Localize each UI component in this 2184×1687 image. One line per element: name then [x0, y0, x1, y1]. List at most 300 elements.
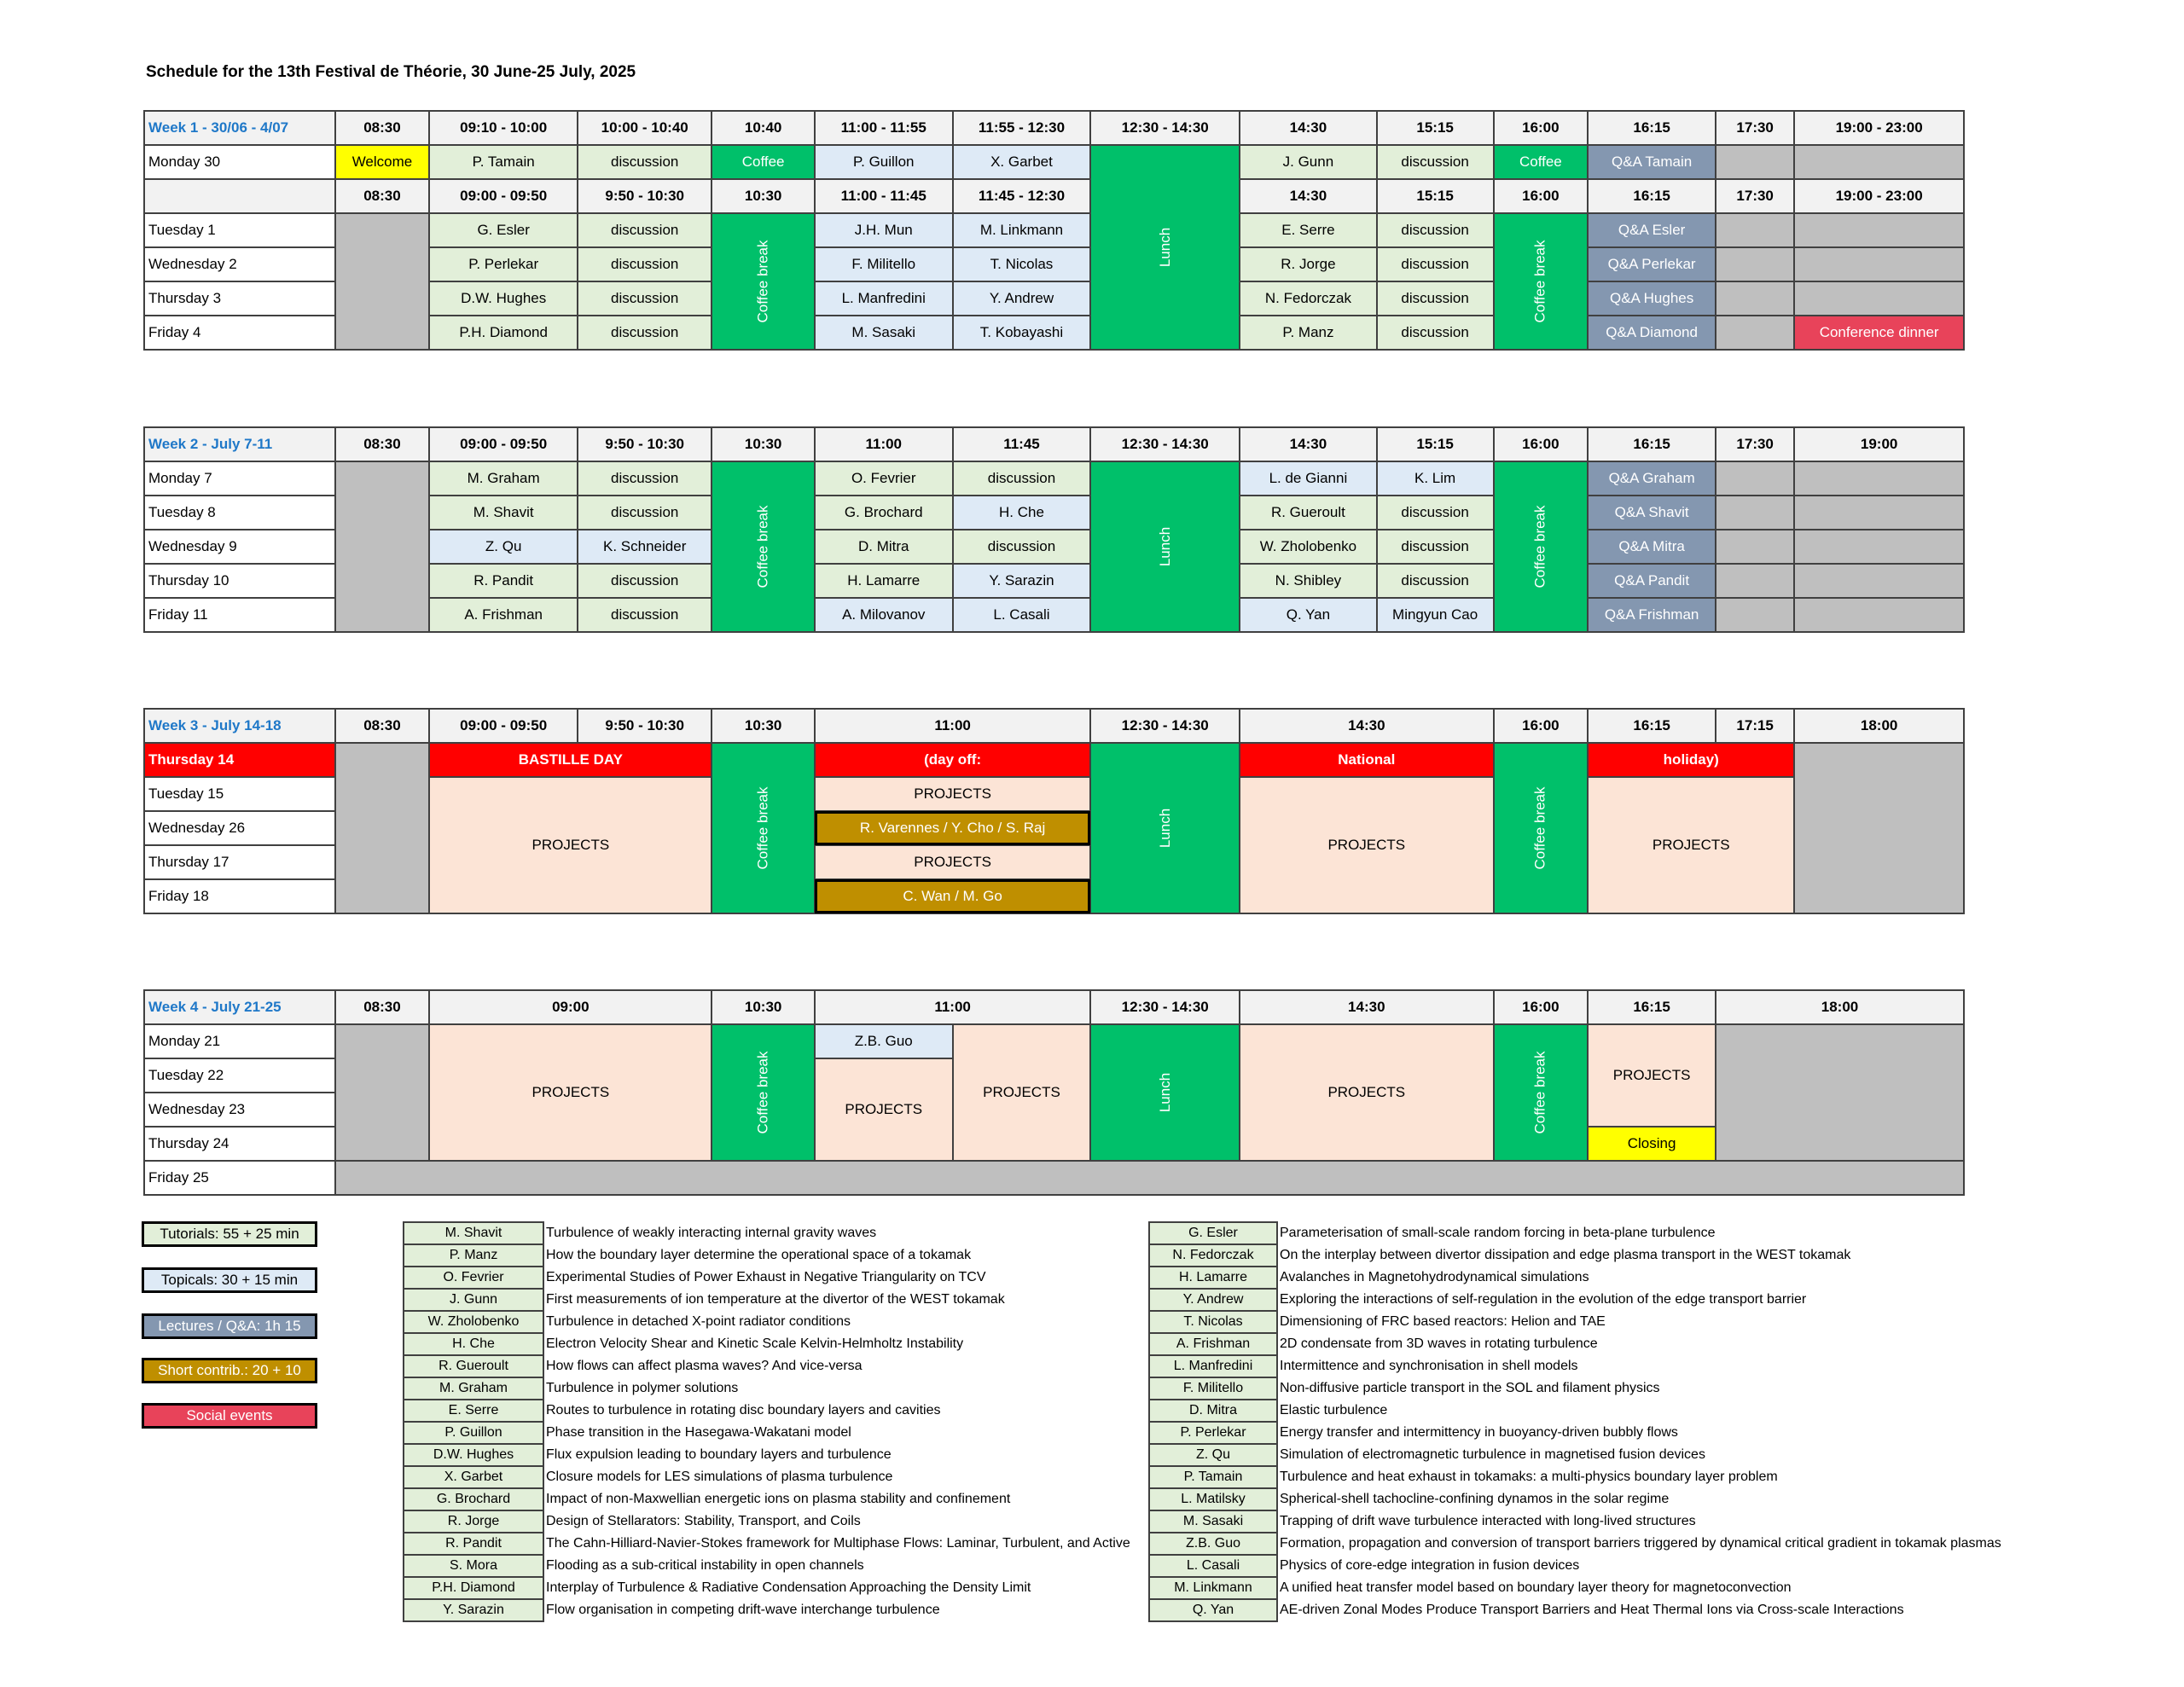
- empty-cell: [1716, 564, 1794, 598]
- time-header: 16:15: [1588, 111, 1716, 145]
- discussion-cell: discussion: [1377, 247, 1494, 281]
- lunch-label: Lunch: [1156, 808, 1173, 849]
- talk-row: [1149, 1488, 2036, 1510]
- time-header: 16:15: [1588, 990, 1716, 1024]
- talk-row: [1149, 1510, 2036, 1533]
- talk-title: Intermittence and synchronisation in shell models: [1280, 1359, 1578, 1373]
- holiday-cell: (day off:: [815, 743, 1090, 777]
- talk-title: Phase transition in the Hasegawa-Wakatani model: [546, 1425, 851, 1440]
- time-header: 08:30: [335, 111, 430, 145]
- talk-row: [1149, 1577, 2036, 1599]
- talk-row: [1149, 1533, 2036, 1555]
- day-label: Thursday 24: [144, 1127, 335, 1161]
- day-label: Tuesday 8: [144, 496, 335, 530]
- time-header: 9:50 - 10:30: [578, 427, 712, 461]
- talk-row: [404, 1333, 1146, 1355]
- talk-title: Flooding as a sub-critical instability in open channels: [546, 1558, 864, 1573]
- speaker-name: R. Jorge: [404, 1510, 543, 1533]
- coffee-break-label: Coffee break: [1531, 786, 1548, 870]
- discussion-cell: discussion: [578, 564, 712, 598]
- time-header: 17:30: [1716, 111, 1794, 145]
- projects-cell: PROJECTS: [815, 1058, 953, 1161]
- coffee-break-cell: [1494, 1024, 1589, 1161]
- time-header: 16:00: [1494, 990, 1589, 1024]
- speaker-name: R. Gueroult: [404, 1355, 543, 1377]
- empty-cell: [335, 1161, 1964, 1195]
- talk-title: Interplay of Turbulence & Radiative Condensation Approaching the Density Limit: [546, 1580, 1031, 1595]
- talk-cell: L. de Gianni: [1240, 461, 1377, 496]
- time-header: 10:30: [712, 709, 814, 743]
- talk-title: AE-driven Zonal Modes Produce Transport Barriers and Heat Thermal Ions via Cross-scale Interactions: [1280, 1603, 1904, 1617]
- legend-topicals: Topicals: 30 + 15 min: [142, 1267, 317, 1293]
- time-header: 11:00: [815, 709, 1090, 743]
- time-header: 11:55 - 12:30: [953, 111, 1091, 145]
- speaker-name: Y. Sarazin: [404, 1599, 543, 1621]
- day-label: Wednesday 26: [144, 811, 335, 845]
- discussion-cell: discussion: [1377, 496, 1494, 530]
- speaker-name: J. Gunn: [404, 1289, 543, 1311]
- week-label: Week 4 - July 21-25: [144, 990, 335, 1024]
- speaker-name: Q. Yan: [1149, 1599, 1277, 1621]
- time-header: 16:00: [1494, 111, 1589, 145]
- time-header: 15:15: [1377, 179, 1494, 213]
- speaker-name: M. Linkmann: [1149, 1577, 1277, 1599]
- talk-row: [404, 1267, 1146, 1289]
- day-label: Tuesday 15: [144, 777, 335, 811]
- talk-row: [1149, 1555, 2036, 1577]
- time-header: 08:30: [335, 427, 430, 461]
- day-row: [144, 461, 1964, 496]
- time-header: 09:00 - 09:50: [429, 709, 578, 743]
- qa-cell: Q&A Tamain: [1588, 145, 1716, 179]
- time-header: 09:00 - 09:50: [429, 179, 578, 213]
- qa-cell: Q&A Shavit: [1588, 496, 1716, 530]
- day-label: Thursday 14: [144, 743, 335, 777]
- discussion-cell: discussion: [1377, 530, 1494, 564]
- talk-title: Routes to turbulence in rotating disc boundary layers and cavities: [546, 1403, 941, 1417]
- empty-cell: [1794, 496, 1964, 530]
- speaker-name: A. Frishman: [1149, 1333, 1277, 1355]
- time-header: 19:00 - 23:00: [1794, 111, 1964, 145]
- day-label: Wednesday 2: [144, 247, 335, 281]
- day-label: Wednesday 23: [144, 1093, 335, 1127]
- empty-cell: [1716, 316, 1794, 350]
- qa-cell: Q&A Mitra: [1588, 530, 1716, 564]
- day-label: Monday 7: [144, 461, 335, 496]
- empty-cell: [335, 461, 430, 632]
- talk-cell: N. Fedorczak: [1240, 281, 1377, 316]
- talk-title: Non-diffusive particle transport in the SOL and filament physics: [1280, 1381, 1660, 1395]
- talk-row: [404, 1355, 1146, 1377]
- time-header: 16:00: [1494, 709, 1589, 743]
- discussion-cell: discussion: [578, 496, 712, 530]
- time-header: 09:10 - 10:00: [429, 111, 578, 145]
- coffee-break-cell: [712, 461, 814, 632]
- empty-cell: [1794, 530, 1964, 564]
- time-header: 19:00: [1794, 427, 1964, 461]
- time-header: 08:30: [335, 990, 430, 1024]
- talk-cell: P. Perlekar: [429, 247, 578, 281]
- empty-cell: [335, 743, 430, 913]
- time-header: 18:00: [1716, 990, 1964, 1024]
- talk-title: Turbulence in polymer solutions: [546, 1381, 739, 1395]
- projects-cell: PROJECTS: [429, 777, 712, 913]
- talk-row: [1149, 1466, 2036, 1488]
- empty-cell: [1716, 213, 1794, 247]
- empty-cell: [1794, 598, 1964, 632]
- talk-title: Avalanches in Magnetohydrodynamical simulations: [1280, 1270, 1589, 1284]
- speaker-name: R. Pandit: [404, 1533, 543, 1555]
- projects-cell: PROJECTS: [1240, 777, 1493, 913]
- talk-cell: L. Manfredini: [815, 281, 953, 316]
- talk-cell: F. Militello: [815, 247, 953, 281]
- talk-cell: A. Frishman: [429, 598, 578, 632]
- talk-title: Closure models for LES simulations of plasma turbulence: [546, 1470, 893, 1484]
- time-header: 12:30 - 14:30: [1090, 427, 1240, 461]
- speaker-name: Z. Qu: [1149, 1444, 1277, 1466]
- talk-cell: D.W. Hughes: [429, 281, 578, 316]
- talk-title: 2D condensate from 3D waves in rotating turbulence: [1280, 1336, 1598, 1351]
- time-header: 17:30: [1716, 427, 1794, 461]
- talk-cell: R. Jorge: [1240, 247, 1377, 281]
- empty-cell: [1716, 598, 1794, 632]
- talk-row: [404, 1510, 1146, 1533]
- speaker-name: P. Guillon: [404, 1422, 543, 1444]
- speaker-name: D.W. Hughes: [404, 1444, 543, 1466]
- time-header: 14:30: [1240, 179, 1377, 213]
- time-header: 16:15: [1588, 709, 1716, 743]
- time-header: 14:30: [1240, 111, 1377, 145]
- talk-row: [1149, 1355, 2036, 1377]
- talk-title: Energy transfer and intermittency in buoyancy-driven bubbly flows: [1280, 1425, 1678, 1440]
- talk-cell: R. Gueroult: [1240, 496, 1377, 530]
- talk-cell: Y. Sarazin: [953, 564, 1091, 598]
- empty-cell: [1716, 247, 1794, 281]
- speaker-name: D. Mitra: [1149, 1400, 1277, 1422]
- speaker-name: F. Militello: [1149, 1377, 1277, 1400]
- empty-cell: [1794, 281, 1964, 316]
- time-header: 08:30: [335, 709, 430, 743]
- talk-title: Parameterisation of small-scale random forcing in beta-plane turbulence: [1280, 1226, 1716, 1240]
- empty-cell: [335, 1024, 430, 1161]
- speaker-name: M. Sasaki: [1149, 1510, 1277, 1533]
- talk-row: [404, 1466, 1146, 1488]
- talk-title: On the interplay between divertor dissipation and edge plasma transport in the WEST tokamak: [1280, 1248, 1851, 1262]
- talk-cell: N. Shibley: [1240, 564, 1377, 598]
- talk-title: Design of Stellarators: Stability, Transport, and Coils: [546, 1514, 861, 1528]
- talk-row: [1149, 1400, 2036, 1422]
- day-row: [144, 743, 1964, 777]
- empty-cell: [1794, 743, 1964, 913]
- talk-row: [404, 1400, 1146, 1422]
- day-label: Wednesday 9: [144, 530, 335, 564]
- time-header: 14:30: [1240, 709, 1493, 743]
- talk-cell: M. Graham: [429, 461, 578, 496]
- talk-cell: T. Nicolas: [953, 247, 1091, 281]
- talk-title: Dimensioning of FRC based reactors: Helion and TAE: [1280, 1314, 1606, 1329]
- empty-cell: [335, 213, 430, 350]
- talk-cell: P. Guillon: [815, 145, 953, 179]
- time-header: 10:30: [712, 427, 814, 461]
- talk-cell: Mingyun Cao: [1377, 598, 1494, 632]
- talk-cell: A. Milovanov: [815, 598, 953, 632]
- time-header: 11:45 - 12:30: [953, 179, 1091, 213]
- time-header: 17:30: [1716, 179, 1794, 213]
- speaker-name: M. Graham: [404, 1377, 543, 1400]
- day-label: Monday 30: [144, 145, 335, 179]
- talk-cell: Y. Andrew: [953, 281, 1091, 316]
- talk-cell: P. Manz: [1240, 316, 1377, 350]
- projects-cell: PROJECTS: [1588, 777, 1794, 913]
- talk-cell: W. Zholobenko: [1240, 530, 1377, 564]
- lunch-cell: [1090, 145, 1240, 350]
- coffee-break-label: Coffee break: [754, 240, 771, 323]
- coffee-break-label: Coffee break: [1531, 1051, 1548, 1134]
- speaker-name: Y. Andrew: [1149, 1289, 1277, 1311]
- talk-row: [404, 1488, 1146, 1510]
- speaker-name: L. Manfredini: [1149, 1355, 1277, 1377]
- talk-title: First measurements of ion temperature at the divertor of the WEST tokamak: [546, 1292, 1005, 1307]
- empty-header: [144, 179, 335, 213]
- week2-table: [143, 426, 1965, 633]
- empty-cell: [1794, 213, 1964, 247]
- speaker-name: H. Che: [404, 1333, 543, 1355]
- day-row: [144, 1024, 1964, 1058]
- talk-cell: J. Gunn: [1240, 145, 1377, 179]
- talks-left: [403, 1221, 1147, 1622]
- empty-cell: [1794, 145, 1964, 179]
- time-header: 09:00 - 09:50: [429, 427, 578, 461]
- talk-title: A unified heat transfer model based on boundary layer theory for magnetoconvection: [1280, 1580, 1792, 1595]
- talk-row: [404, 1599, 1146, 1621]
- week4-header-row: [144, 990, 1964, 1024]
- legend-short-contrib: Short contrib.: 20 + 10: [142, 1358, 317, 1383]
- holiday-cell: holiday): [1588, 743, 1794, 777]
- time-header: 15:15: [1377, 427, 1494, 461]
- coffee-break-cell: [712, 1024, 814, 1161]
- coffee-break-cell: [712, 743, 814, 913]
- speaker-name: P. Tamain: [1149, 1466, 1277, 1488]
- time-header: 09:00: [429, 990, 712, 1024]
- empty-cell: [1794, 247, 1964, 281]
- day-label: Thursday 17: [144, 845, 335, 879]
- talk-cell: M. Linkmann: [953, 213, 1091, 247]
- talk-cell: G. Brochard: [815, 496, 953, 530]
- coffee-break-cell: [712, 213, 814, 350]
- qa-cell: Q&A Perlekar: [1588, 247, 1716, 281]
- week1-header-row: [144, 111, 1964, 145]
- discussion-cell: discussion: [1377, 564, 1494, 598]
- time-header: 12:30 - 14:30: [1090, 709, 1240, 743]
- talk-row: [404, 1289, 1146, 1311]
- qa-cell: Q&A Pandit: [1588, 564, 1716, 598]
- speaker-name: T. Nicolas: [1149, 1311, 1277, 1333]
- coffee-cell: Coffee: [1494, 145, 1589, 179]
- discussion-cell: discussion: [1377, 213, 1494, 247]
- time-header: 08:30: [335, 179, 430, 213]
- time-header: 16:15: [1588, 427, 1716, 461]
- empty-cell: [1794, 564, 1964, 598]
- talk-title: Turbulence in detached X-point radiator conditions: [546, 1314, 851, 1329]
- talk-cell: P.H. Diamond: [429, 316, 578, 350]
- discussion-cell: discussion: [1377, 281, 1494, 316]
- talk-cell: P. Tamain: [429, 145, 578, 179]
- time-header: 10:30: [712, 990, 814, 1024]
- talk-cell: K. Schneider: [578, 530, 712, 564]
- legend-lectures: Lectures / Q&A: 1h 15: [142, 1313, 317, 1339]
- coffee-break-label: Coffee break: [754, 1051, 771, 1134]
- speaker-name: P. Perlekar: [1149, 1422, 1277, 1444]
- qa-cell: Q&A Graham: [1588, 461, 1716, 496]
- time-header: 10:30: [712, 179, 814, 213]
- talk-title: Flux expulsion leading to boundary layers and turbulence: [546, 1447, 892, 1462]
- empty-cell: [1716, 281, 1794, 316]
- time-header: 16:00: [1494, 179, 1589, 213]
- day-label: Friday 11: [144, 598, 335, 632]
- empty-cell: [1716, 461, 1794, 496]
- empty-cell: [1716, 496, 1794, 530]
- lunch-cell: [1090, 1024, 1240, 1161]
- talk-title: Spherical-shell tachocline-confining dynamos in the solar regime: [1280, 1492, 1670, 1506]
- lunch-cell: [1090, 743, 1240, 913]
- discussion-cell: discussion: [953, 530, 1091, 564]
- holiday-cell: BASTILLE DAY: [429, 743, 712, 777]
- projects-cell: PROJECTS: [815, 845, 1090, 879]
- time-header: 11:00 - 11:45: [815, 179, 953, 213]
- week1-table: [143, 110, 1965, 351]
- week3-header-row: [144, 709, 1964, 743]
- coffee-break-label: Coffee break: [1531, 505, 1548, 588]
- talk-cell: M. Sasaki: [815, 316, 953, 350]
- speaker-name: W. Zholobenko: [404, 1311, 543, 1333]
- lunch-label: Lunch: [1156, 526, 1173, 567]
- talk-cell: G. Esler: [429, 213, 578, 247]
- talk-title: Formation, propagation and conversion of transport barriers triggered by dynamical critical gradient in tokamak plasmas: [1280, 1536, 2001, 1551]
- week4-table: [143, 989, 1965, 1196]
- day-row: [144, 145, 1964, 179]
- talk-cell: M. Shavit: [429, 496, 578, 530]
- day-label: Friday 18: [144, 879, 335, 913]
- discussion-cell: discussion: [578, 247, 712, 281]
- talks-right: [1148, 1221, 2037, 1622]
- projects-cell: PROJECTS: [1588, 1024, 1716, 1127]
- talk-cell: H. Lamarre: [815, 564, 953, 598]
- talk-title: Experimental Studies of Power Exhaust in Negative Triangularity on TCV: [546, 1270, 986, 1284]
- time-header: 16:00: [1494, 427, 1589, 461]
- speaker-name: M. Shavit: [404, 1222, 543, 1244]
- week3-table: [143, 708, 1965, 914]
- lunch-label: Lunch: [1156, 227, 1173, 268]
- holiday-cell: National: [1240, 743, 1493, 777]
- coffee-cell: Coffee: [712, 145, 814, 179]
- time-header: 19:00 - 23:00: [1794, 179, 1964, 213]
- day-row: [144, 213, 1964, 247]
- talk-row: [1149, 1377, 2036, 1400]
- talk-row: [404, 1244, 1146, 1267]
- time-header: 9:50 - 10:30: [578, 709, 712, 743]
- speaker-name: S. Mora: [404, 1555, 543, 1577]
- talk-row: [404, 1311, 1146, 1333]
- legend-tutorials: Tutorials: 55 + 25 min: [142, 1221, 317, 1247]
- time-header: 10:40: [712, 111, 814, 145]
- talk-cell: J.H. Mun: [815, 213, 953, 247]
- discussion-cell: discussion: [578, 281, 712, 316]
- speaker-name: H. Lamarre: [1149, 1267, 1277, 1289]
- talk-row: [404, 1555, 1146, 1577]
- talk-cell: Z. Qu: [429, 530, 578, 564]
- day-label: Monday 21: [144, 1024, 335, 1058]
- discussion-cell: discussion: [578, 145, 712, 179]
- speaker-name: G. Esler: [1149, 1222, 1277, 1244]
- page-title: Schedule for the 13th Festival de Théorie, 30 June-25 July, 2025: [146, 63, 636, 81]
- time-header: 10:00 - 10:40: [578, 111, 712, 145]
- discussion-cell: discussion: [578, 461, 712, 496]
- talk-cell: R. Pandit: [429, 564, 578, 598]
- speaker-name: N. Fedorczak: [1149, 1244, 1277, 1267]
- talk-title: Physics of core-edge integration in fusion devices: [1280, 1558, 1580, 1573]
- qa-cell: Q&A Diamond: [1588, 316, 1716, 350]
- legend-social-events: Social events: [142, 1403, 317, 1429]
- talk-title: Simulation of electromagnetic turbulence in magnetised fusion devices: [1280, 1447, 1705, 1462]
- talk-cell: Z.B. Guo: [815, 1024, 953, 1058]
- time-header: 14:30: [1240, 427, 1377, 461]
- coffee-break-cell: [1494, 743, 1589, 913]
- talk-cell: D. Mitra: [815, 530, 953, 564]
- talk-cell: H. Che: [953, 496, 1091, 530]
- lunch-label: Lunch: [1156, 1072, 1173, 1113]
- time-header: 14:30: [1240, 990, 1493, 1024]
- time-header: 15:15: [1377, 111, 1494, 145]
- talk-row: [1149, 1267, 2036, 1289]
- talk-row: [1149, 1289, 2036, 1311]
- qa-cell: Q&A Esler: [1588, 213, 1716, 247]
- talk-row: [1149, 1244, 2036, 1267]
- talk-row: [1149, 1422, 2036, 1444]
- day-label: Friday 4: [144, 316, 335, 350]
- coffee-break-cell: [1494, 461, 1589, 632]
- discussion-cell: discussion: [578, 598, 712, 632]
- speaker-name: O. Fevrier: [404, 1267, 543, 1289]
- talk-cell: O. Fevrier: [815, 461, 953, 496]
- speaker-name: G. Brochard: [404, 1488, 543, 1510]
- time-header: 11:00: [815, 427, 953, 461]
- talk-title: How flows can affect plasma waves? And vice-versa: [546, 1359, 863, 1373]
- qa-cell: Q&A Hughes: [1588, 281, 1716, 316]
- talk-cell: E. Serre: [1240, 213, 1377, 247]
- day-row: [144, 1161, 1964, 1195]
- talk-row: [404, 1377, 1146, 1400]
- welcome-cell: Welcome: [335, 145, 430, 179]
- empty-cell: [1794, 461, 1964, 496]
- talk-title: The Cahn-Hilliard-Navier-Stokes framework for Multiphase Flows: Laminar, Turbulent, and Active: [546, 1536, 1130, 1551]
- empty-cell: [1716, 1024, 1964, 1161]
- discussion-cell: discussion: [1377, 145, 1494, 179]
- talk-title: Exploring the interactions of self-regulation in the evolution of the edge transport barrier: [1280, 1292, 1807, 1307]
- coffee-break-cell: [1494, 213, 1589, 350]
- talk-title: Turbulence and heat exhaust in tokamaks: a multi-physics boundary layer problem: [1280, 1470, 1778, 1484]
- empty-cell: [1716, 145, 1794, 179]
- talk-row: [404, 1533, 1146, 1555]
- projects-cell: PROJECTS: [953, 1024, 1091, 1161]
- talk-title: How the boundary layer determine the operational space of a tokamak: [546, 1248, 972, 1262]
- talk-row: [404, 1222, 1146, 1244]
- discussion-cell: discussion: [1377, 316, 1494, 350]
- speaker-name: P.H. Diamond: [404, 1577, 543, 1599]
- time-header: 9:50 - 10:30: [578, 179, 712, 213]
- week1-header-row-2: [144, 179, 1964, 213]
- talk-cell: Q. Yan: [1240, 598, 1377, 632]
- time-header: 12:30 - 14:30: [1090, 990, 1240, 1024]
